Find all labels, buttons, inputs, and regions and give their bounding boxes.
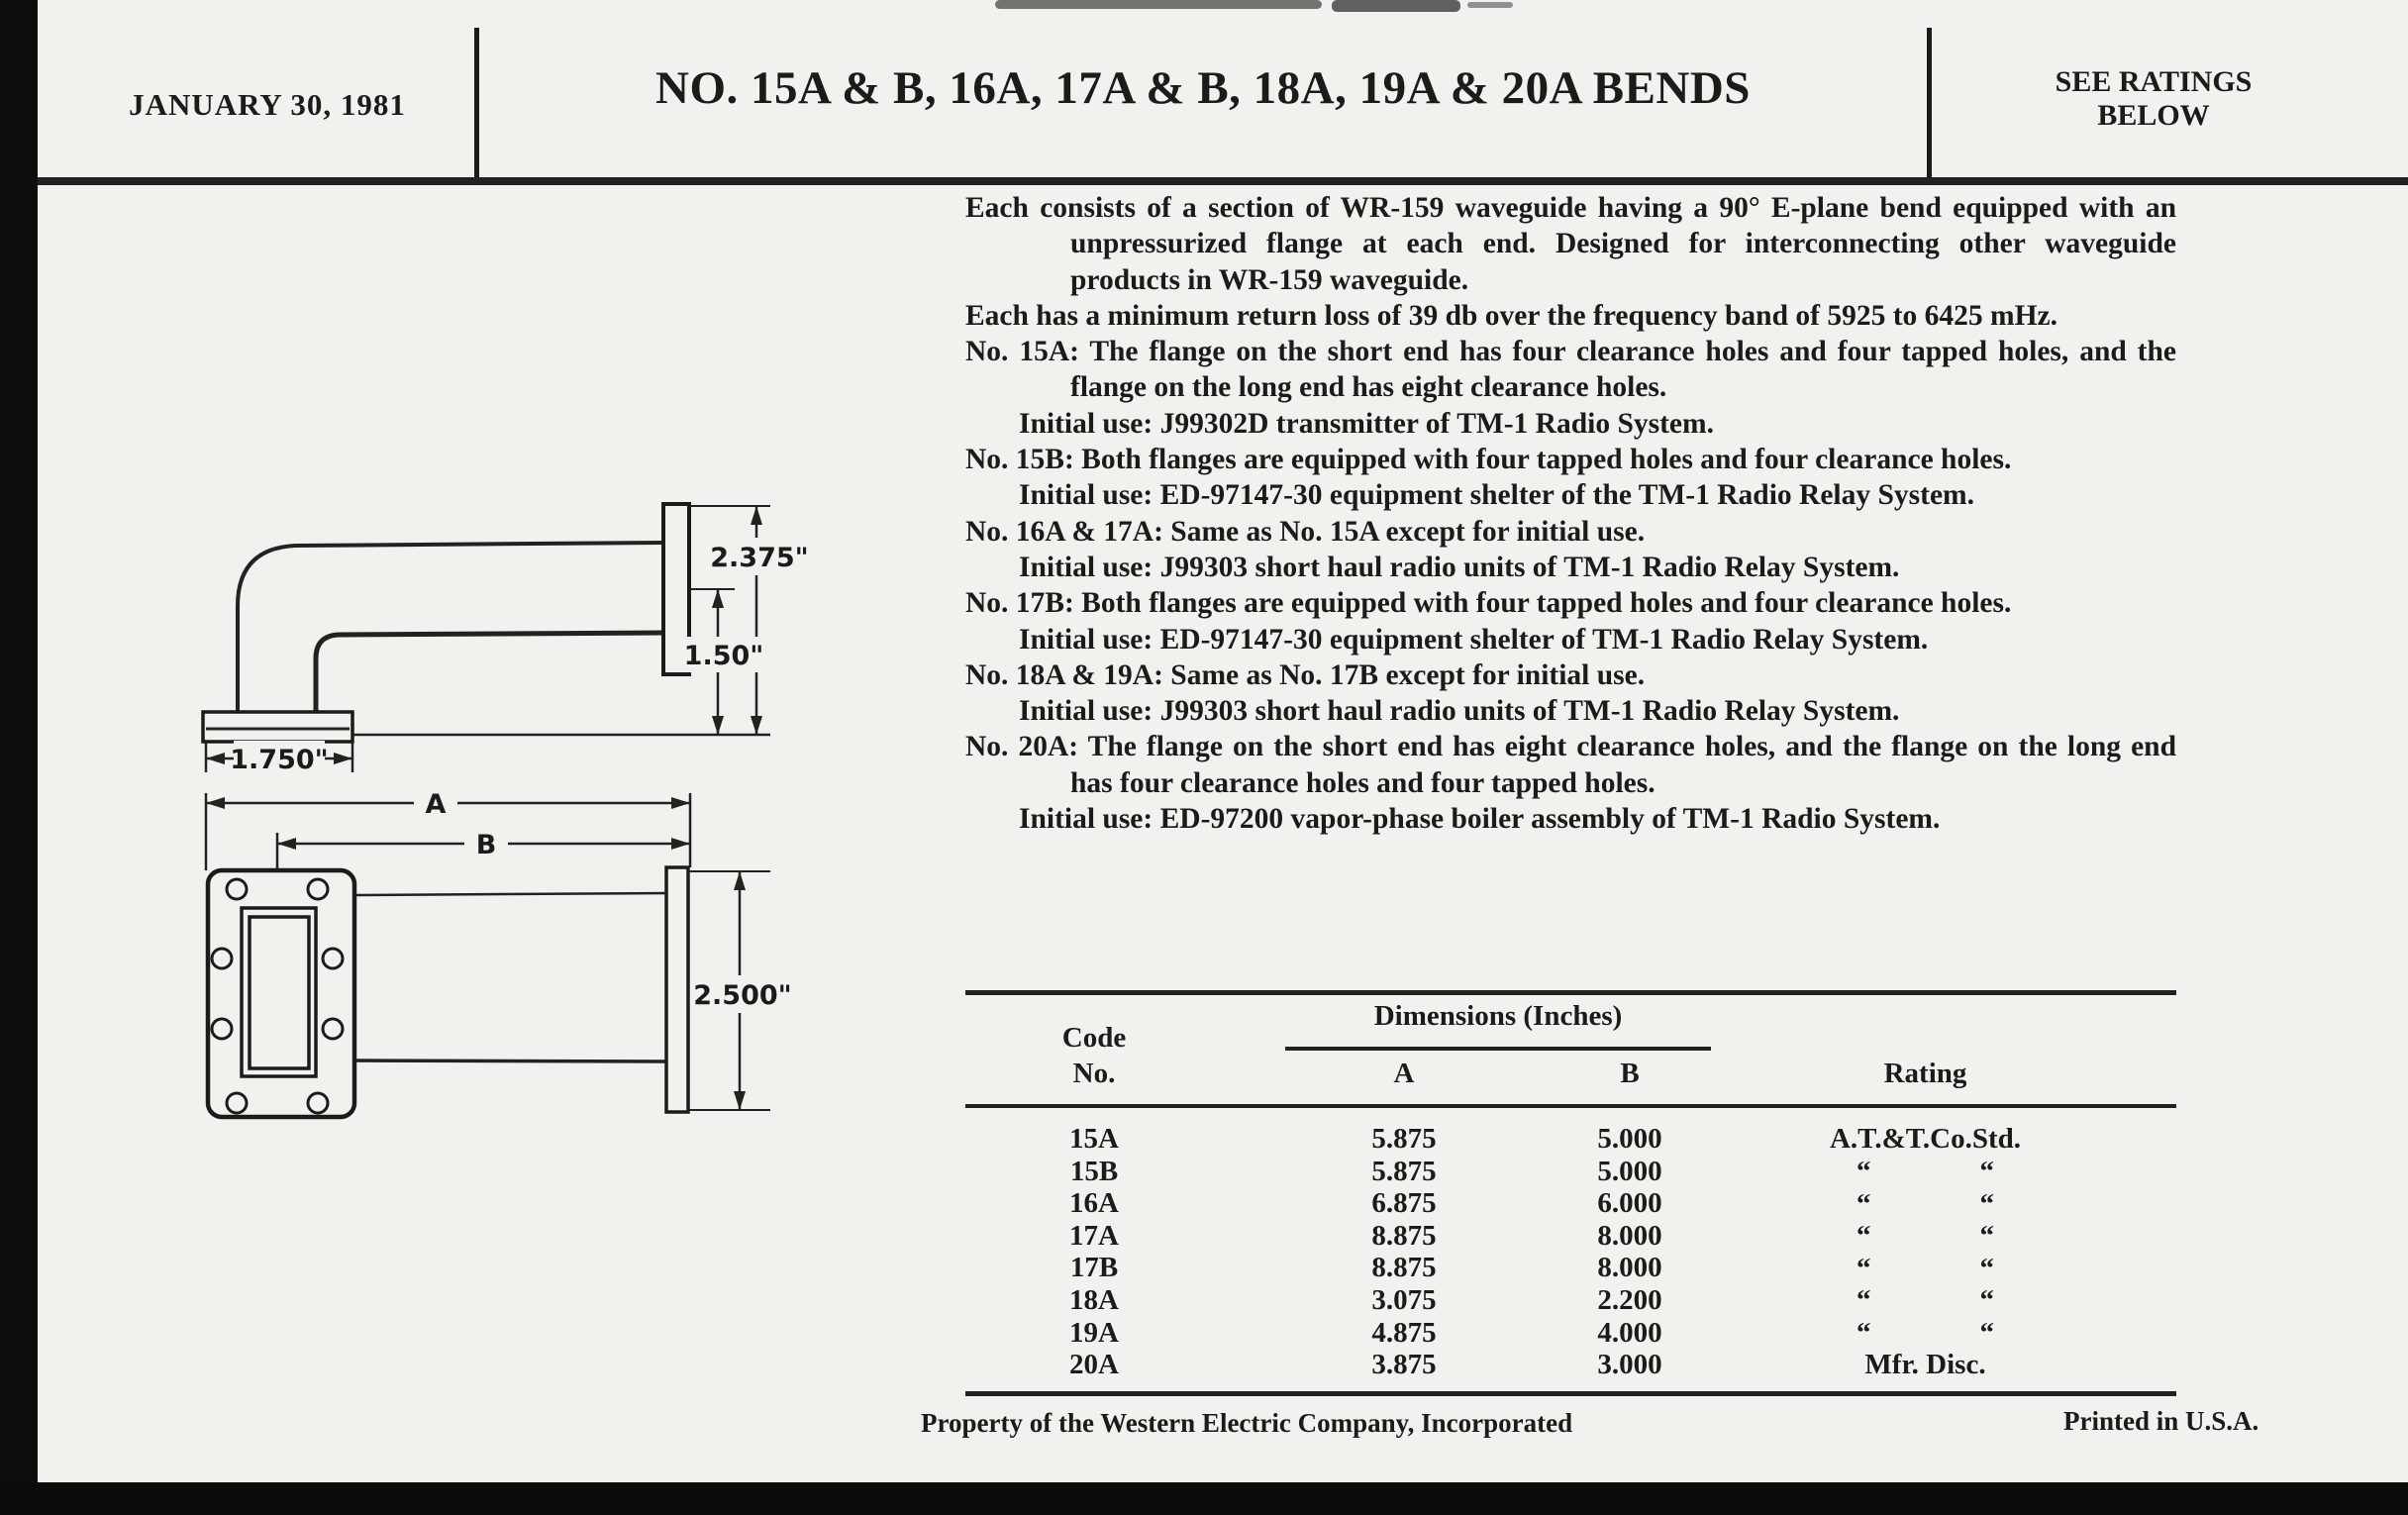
scan-smudge bbox=[1332, 0, 1460, 12]
arrowhead bbox=[206, 797, 225, 809]
dim-a-cell: 8.875 bbox=[1371, 1252, 1437, 1284]
dim-a-cell: 3.875 bbox=[1371, 1349, 1437, 1381]
tube-top-wall bbox=[354, 893, 666, 895]
table-row bbox=[965, 1252, 2176, 1284]
short-end-flange bbox=[203, 712, 352, 742]
code-cell: 16A bbox=[1069, 1187, 1119, 1220]
rating-cell-ditto bbox=[1674, 1156, 2176, 1188]
table-row bbox=[965, 1349, 2176, 1381]
bend-outer-wall bbox=[238, 543, 663, 712]
bolt-hole bbox=[227, 879, 247, 899]
ditto-mark: “ bbox=[1856, 1284, 1871, 1317]
rating-cell-ditto bbox=[1674, 1317, 2176, 1350]
issue-date: JANUARY 30, 1981 bbox=[129, 87, 406, 122]
dim-a-cell: 3.075 bbox=[1371, 1283, 1437, 1316]
arrowhead bbox=[751, 716, 762, 735]
column-b-header: B bbox=[1620, 1058, 1640, 1089]
bolt-hole bbox=[323, 1019, 343, 1039]
dim-b-cell: 5.000 bbox=[1597, 1155, 1662, 1187]
dim-b-cell: 5.000 bbox=[1597, 1123, 1662, 1155]
rating-cell-ditto bbox=[1674, 1220, 2176, 1253]
table-row bbox=[965, 1123, 2176, 1156]
dimensions-header: Dimensions (Inches) bbox=[1373, 1000, 1623, 1032]
paragraph: Initial use: ED-97200 vapor-phase boiler assembly of TM-1 Radio System. bbox=[1019, 803, 1941, 836]
bend-inner-wall bbox=[316, 633, 663, 712]
dim-2500-label: 2.500" bbox=[693, 980, 792, 1011]
paragraph: Initial use: ED-97147-30 equipment shelter of TM-1 Radio Relay System. bbox=[1019, 623, 1929, 656]
rating-cell-ditto bbox=[1674, 1252, 2176, 1284]
paragraph: Initial use: J99303 short haul radio units of TM-1 Radio Relay System. bbox=[1019, 695, 1900, 728]
dim-b-cell: 3.000 bbox=[1597, 1349, 1662, 1381]
arrowhead bbox=[277, 838, 296, 850]
scan-edge-bottom bbox=[0, 1482, 2408, 1515]
code-cell: 17B bbox=[1069, 1252, 1119, 1284]
bolt-hole bbox=[308, 879, 328, 899]
bolt-hole bbox=[308, 1093, 328, 1113]
bolt-hole bbox=[212, 1019, 232, 1039]
arrowhead bbox=[734, 871, 746, 890]
ditto-mark: “ bbox=[1856, 1252, 1871, 1284]
ditto-mark: “ bbox=[1856, 1317, 1871, 1350]
property-note: Property of the Western Electric Company, Incorporated bbox=[921, 1408, 1573, 1438]
dim-a-cell: 5.875 bbox=[1371, 1123, 1437, 1155]
rating-column-header: Rating bbox=[1883, 1058, 1967, 1089]
arrowhead bbox=[712, 716, 724, 735]
ditto-mark: “ bbox=[1979, 1220, 1994, 1253]
arrowhead bbox=[334, 753, 352, 764]
dim-2375-label: 2.375" bbox=[710, 543, 809, 573]
dim-b-cell: 2.200 bbox=[1597, 1283, 1662, 1316]
rating-cell-ditto bbox=[1674, 1284, 2176, 1317]
ditto-mark: “ bbox=[1979, 1187, 1994, 1220]
arrowhead bbox=[751, 506, 762, 525]
table-body bbox=[965, 1123, 2176, 1381]
column-a-header: A bbox=[1393, 1058, 1415, 1089]
ditto-mark: “ bbox=[1979, 1284, 1994, 1317]
paragraph: Initial use: J99302D transmitter of TM-1 Radio System. bbox=[1019, 407, 1714, 440]
scan-edge-left bbox=[0, 0, 38, 1515]
paragraph: No. 17B: Both flanges are equipped with four tapped holes and four clearance holes. bbox=[965, 587, 2012, 620]
description-block bbox=[965, 190, 2176, 837]
code-cell: 19A bbox=[1069, 1316, 1119, 1349]
dim-a-cell: 4.875 bbox=[1371, 1316, 1437, 1349]
code-cell: 18A bbox=[1069, 1283, 1119, 1316]
arrowhead bbox=[206, 753, 225, 764]
bolt-hole bbox=[212, 949, 232, 968]
paragraph: Initial use: ED-97147-30 equipment shelter of the TM-1 Radio Relay System. bbox=[1019, 479, 1975, 512]
tube-bottom-wall bbox=[354, 1060, 666, 1061]
page-title: NO. 15A & B, 16A, 17A & B, 18A, 19A & 20A BENDS bbox=[655, 62, 1751, 114]
printed-note: Printed in U.S.A. bbox=[2063, 1406, 2259, 1436]
bend-length-view bbox=[206, 788, 792, 1117]
ditto-mark: “ bbox=[1856, 1156, 1871, 1188]
ratings-note bbox=[1941, 65, 2366, 133]
arrowhead bbox=[712, 589, 724, 608]
right-flange bbox=[666, 867, 688, 1112]
table-rule-top bbox=[965, 990, 2176, 995]
ditto-mark: “ bbox=[1856, 1187, 1871, 1220]
bolt-hole bbox=[323, 949, 343, 968]
paragraph: Each consists of a section of WR-159 waveguide having a 90° E-plane bend equipped with an unpressurized flange at each end. Designed for interconnecting other waveguide products in WR-159 waveguide. bbox=[965, 192, 2176, 296]
dimensions-header-rule bbox=[1285, 1047, 1711, 1051]
paragraph: No. 16A & 17A: Same as No. 15A except for initial use. bbox=[965, 515, 1646, 548]
code-column-header bbox=[965, 1020, 1223, 1091]
code-header-line2: No. bbox=[1072, 1058, 1116, 1089]
dim-a-cell: 6.875 bbox=[1371, 1187, 1437, 1220]
table-row bbox=[965, 1187, 2176, 1220]
table-row bbox=[965, 1284, 2176, 1317]
ditto-mark: “ bbox=[1979, 1252, 1994, 1284]
dim-a-label: A bbox=[425, 789, 447, 820]
header-divider-left bbox=[474, 28, 479, 178]
rating-cell: Mfr. Disc. bbox=[1864, 1349, 1986, 1381]
code-cell: 17A bbox=[1069, 1219, 1119, 1252]
arrowhead bbox=[671, 797, 690, 809]
arrowhead bbox=[671, 838, 690, 850]
table-row bbox=[965, 1317, 2176, 1350]
bend-side-view bbox=[203, 504, 809, 775]
code-cell: 20A bbox=[1069, 1349, 1119, 1381]
paragraph: Initial use: J99303 short haul radio units of TM-1 Radio Relay System. bbox=[1019, 551, 1900, 583]
dim-b-cell: 8.000 bbox=[1597, 1252, 1662, 1284]
paragraph: No. 20A: The flange on the short end has eight clearance holes, and the flange on the long end has four clearance holes and four tapped holes. bbox=[965, 731, 2176, 799]
paragraph: Each has a minimum return loss of 39 db over the frequency band of 5925 to 6425 mHz. bbox=[965, 299, 2058, 332]
ditto-mark: “ bbox=[1979, 1156, 1994, 1188]
dim-1750-label: 1.750" bbox=[230, 745, 329, 775]
dim-a-cell: 5.875 bbox=[1371, 1155, 1437, 1187]
dim-b-label: B bbox=[475, 830, 497, 860]
rating-cell-ditto bbox=[1674, 1187, 2176, 1220]
ratings-note-line2: BELOW bbox=[2097, 99, 2210, 132]
paragraph: No. 18A & 19A: Same as No. 17B except for initial use. bbox=[965, 658, 1646, 691]
waveguide-bend-drawing bbox=[129, 436, 881, 1129]
dim-b-cell: 4.000 bbox=[1597, 1316, 1662, 1349]
table-rule-bottom bbox=[965, 1391, 2176, 1396]
scan-smudge bbox=[1467, 2, 1513, 8]
scan-smudge bbox=[995, 0, 1322, 9]
code-cell: 15B bbox=[1069, 1155, 1119, 1187]
ditto-mark: “ bbox=[1979, 1317, 1994, 1350]
rating-cell: A.T.&T.Co.Std. bbox=[1829, 1123, 2022, 1155]
table-row bbox=[965, 1220, 2176, 1253]
ratings-note-line1: SEE RATINGS bbox=[2055, 65, 2253, 98]
arrowhead bbox=[734, 1091, 746, 1110]
paragraph: No. 15A: The flange on the short end has four clearance holes and four tapped holes, and the flange on the long end has eight clearance holes. bbox=[965, 336, 2176, 404]
dim-a-cell: 8.875 bbox=[1371, 1219, 1437, 1252]
table-rule-header bbox=[965, 1104, 2176, 1108]
dim-b-cell: 8.000 bbox=[1597, 1219, 1662, 1252]
bolt-hole bbox=[227, 1093, 247, 1113]
paragraph: No. 15B: Both flanges are equipped with four tapped holes and four clearance holes. bbox=[965, 444, 2012, 476]
dim-b-cell: 6.000 bbox=[1597, 1187, 1662, 1220]
table-row bbox=[965, 1156, 2176, 1188]
ditto-mark: “ bbox=[1856, 1220, 1871, 1253]
header-rule bbox=[38, 177, 2408, 185]
code-cell: 15A bbox=[1069, 1123, 1119, 1155]
waveguide-opening-inner bbox=[250, 917, 309, 1068]
header-divider-right bbox=[1927, 28, 1932, 178]
code-header-line1: Code bbox=[1061, 1022, 1127, 1054]
dim-150-label: 1.50" bbox=[683, 641, 764, 671]
